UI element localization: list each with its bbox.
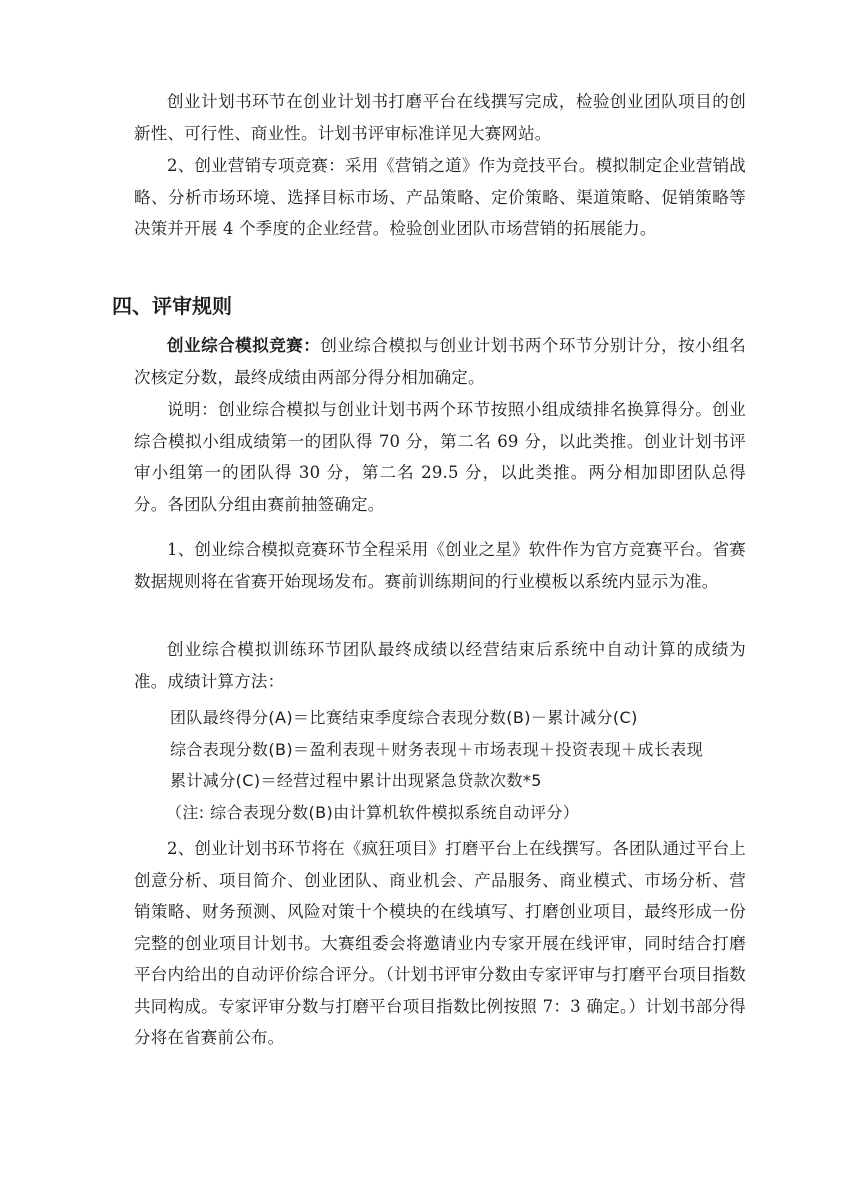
formula-final-score: 团队最终得分(A)＝比赛结束季度综合表现分数(B)－累计减分(C): [170, 708, 638, 727]
formula-deduction: 累计减分(C)＝经营过程中累计出现紧急贷款次数*5: [170, 771, 542, 790]
paragraph-comprehensive-simulation: [134, 330, 746, 393]
paragraph-body: 创业综合模拟与创业计划书两个环节分别计分，按小组名次核定分数，最终成绩由两部分得分相加确定。: [134, 336, 746, 387]
paragraph-lead-in: 创业综合模拟竞赛：: [167, 336, 321, 355]
paragraph-business-plan-intro: 创业计划书环节在创业计划书打磨平台在线撰写完成，检验创业团队项目的创新性、可行性、商业性。计划书评审标准详见大赛网站。: [134, 92, 746, 143]
paragraph-marketing-competition: 2、创业营销专项竞赛：采用《营销之道》作为竞技平台。模拟制定企业营销战略、分析市场环境、选择目标市场、产品策略、定价策略、渠道策略、促销策略等决策并开展 4 个季度的企业经营。检验创业团队市场营销的拓展能力。: [134, 156, 746, 238]
formula-note: （注: 综合表现分数(B)由计算机软件模拟系统自动评分）: [166, 803, 580, 822]
formula-performance-score: 综合表现分数(B)＝盈利表现＋财务表现＋市场表现＋投资表现＋成长表现: [170, 740, 704, 759]
paragraph-scoring-explanation: 说明：创业综合模拟与创业计划书两个环节按照小组成绩排名换算得分。创业综合模拟小组成绩第一的团队得 70 分，第二名 69 分，以此类推。创业计划书评审小组第一的团队得 30 分，第二名 29.5 分，以此类推。两分相加即团队总得分。各团队分组由赛前抽签确定。: [134, 400, 746, 514]
paragraph-business-plan-platform: 2、创业计划书环节将在《疯狂项目》打磨平台上在线撰写。各团队通过平台上创意分析、项目简介、创业团队、商业机会、产品服务、商业模式、市场分析、营销策略、财务预测、风险对策十个模块的在线填写、打磨创业项目，最终形成一份完整的创业项目计划书。大赛组委会将邀请业内专家开展在线评审，同时结合打磨平台内给出的自动评价综合评分。（计划书评审分数由专家评审与打磨平台项目指数共同构成。专家评审分数与打磨平台项目指数比例按照 7：3 确定。）计划书部分得分将在省赛前公布。: [134, 839, 746, 1047]
paragraph-score-calculation: 创业综合模拟训练环节团队最终成绩以经营结束后系统中自动计算的成绩为准。成绩计算方法：: [134, 640, 746, 691]
paragraph-simulation-platform: 1、创业综合模拟竞赛环节全程采用《创业之星》软件作为官方竞赛平台。省赛数据规则将在省赛开始现场发布。赛前训练期间的行业模板以系统内显示为准。: [134, 540, 746, 591]
section-heading-review-rules: 四、评审规则: [112, 294, 232, 318]
